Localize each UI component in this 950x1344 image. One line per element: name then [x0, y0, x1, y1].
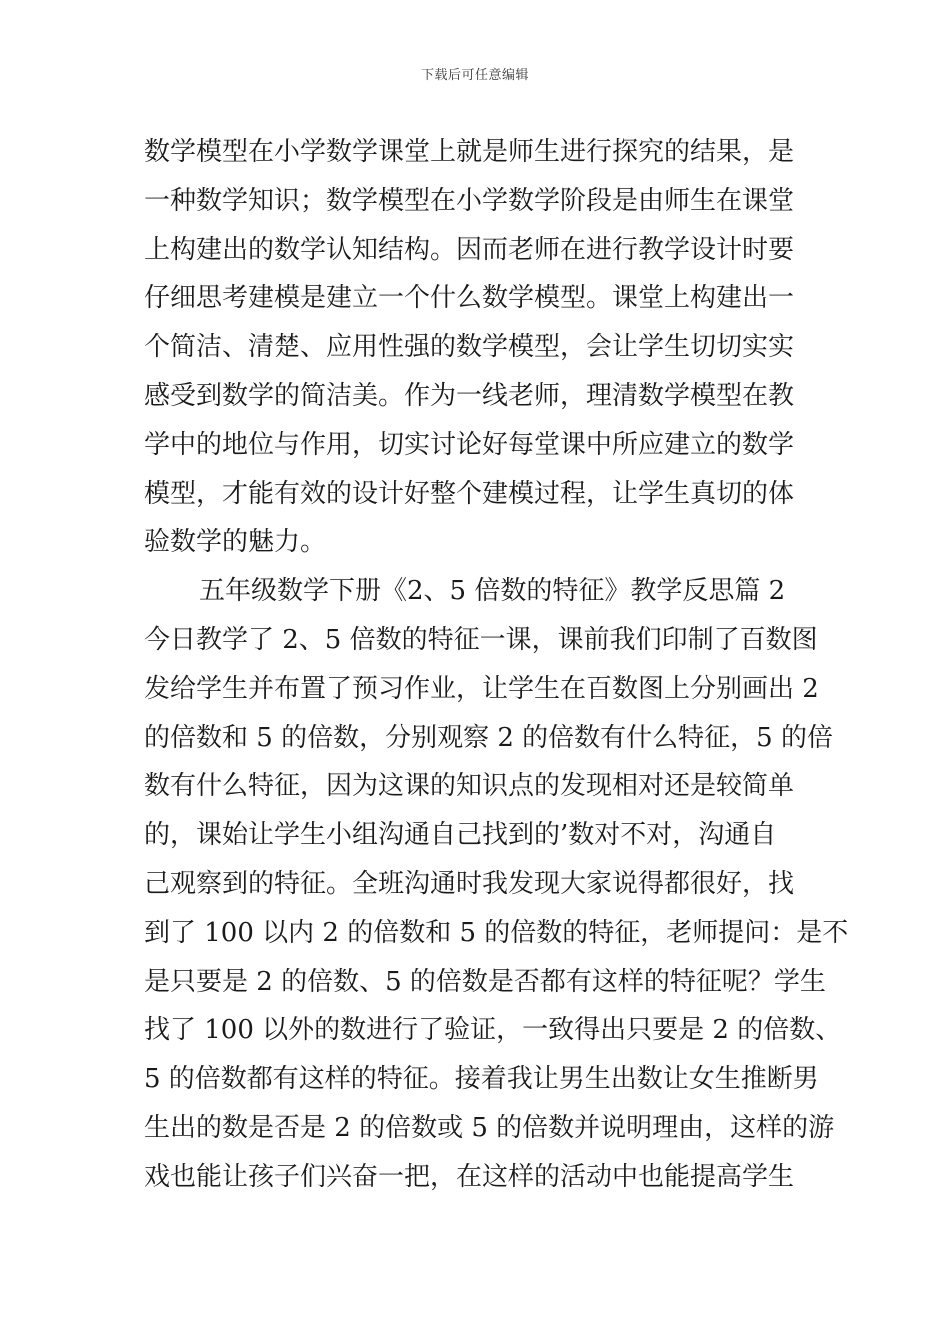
text-line: 是只要是 2 的倍数、5 的倍数是否都有这样的特征呢？学生: [144, 966, 826, 997]
text-line: 验数学的魅力。: [144, 527, 327, 558]
text-line: 上构建出的数学认知结构。因而老师在进行教学设计时要: [144, 234, 795, 265]
text-line: 的倍数和 5 的倍数，分别观察 2 的倍数有什么特征，5 的倍: [144, 722, 833, 753]
text-line: 学中的地位与作用，切实讨论好每堂课中所应建立的数学: [144, 429, 795, 460]
text-line: 到了 100 以内 2 的倍数和 5 的倍数的特征，老师提问：是不: [144, 917, 849, 948]
text-line: 5 的倍数都有这样的特征。接着我让男生出数让女生推断男: [144, 1064, 819, 1095]
text-line: 数学模型在小学数学课堂上就是师生进行探究的结果，是: [144, 137, 795, 167]
text-line: 戏也能让孩子们兴奋一把，在这样的活动中也能提高学生: [144, 1161, 795, 1192]
page-header: 下载后可任意编辑: [420, 68, 529, 83]
text-line: 生出的数是否是 2 的倍数或 5 的倍数并说明理由，这样的游: [144, 1112, 835, 1143]
text-line: 找了 100 以外的数进行了验证，一致得出只要是 2 的倍数、: [144, 1015, 842, 1046]
text-line: 仔细思考建模是建立一个什么数学模型。课堂上构建出一: [144, 283, 795, 314]
section-title-line: 五年级数学下册《2、5 倍数的特征》教学反思篇 2: [199, 576, 786, 607]
text-line: 数有什么特征，因为这课的知识点的发现相对还是较简单: [144, 771, 795, 802]
document-body: [144, 128, 849, 1202]
text-line: 今日教学了 2、5 倍数的特征一课，课前我们印制了百数图: [144, 624, 818, 655]
text-line: 一种数学知识；数学模型在小学数学阶段是由师生在课堂: [144, 185, 795, 216]
text-line: 的，课始让学生小组沟通自己找到的’数对不对，沟通自: [144, 820, 777, 851]
text-line: 己观察到的特征。全班沟通时我发现大家说得都很好，找: [144, 868, 795, 899]
text-line: 感受到数学的简洁美。作为一线老师，理清数学模型在教: [144, 380, 795, 411]
text-line: 模型，才能有效的设计好整个建模过程，让学生真切的体: [144, 478, 795, 509]
text-line: 发给学生并布置了预习作业，让学生在百数图上分别画出 2: [144, 673, 819, 704]
text-line: 个简洁、清楚、应用性强的数学模型，会让学生切切实实: [144, 332, 795, 363]
